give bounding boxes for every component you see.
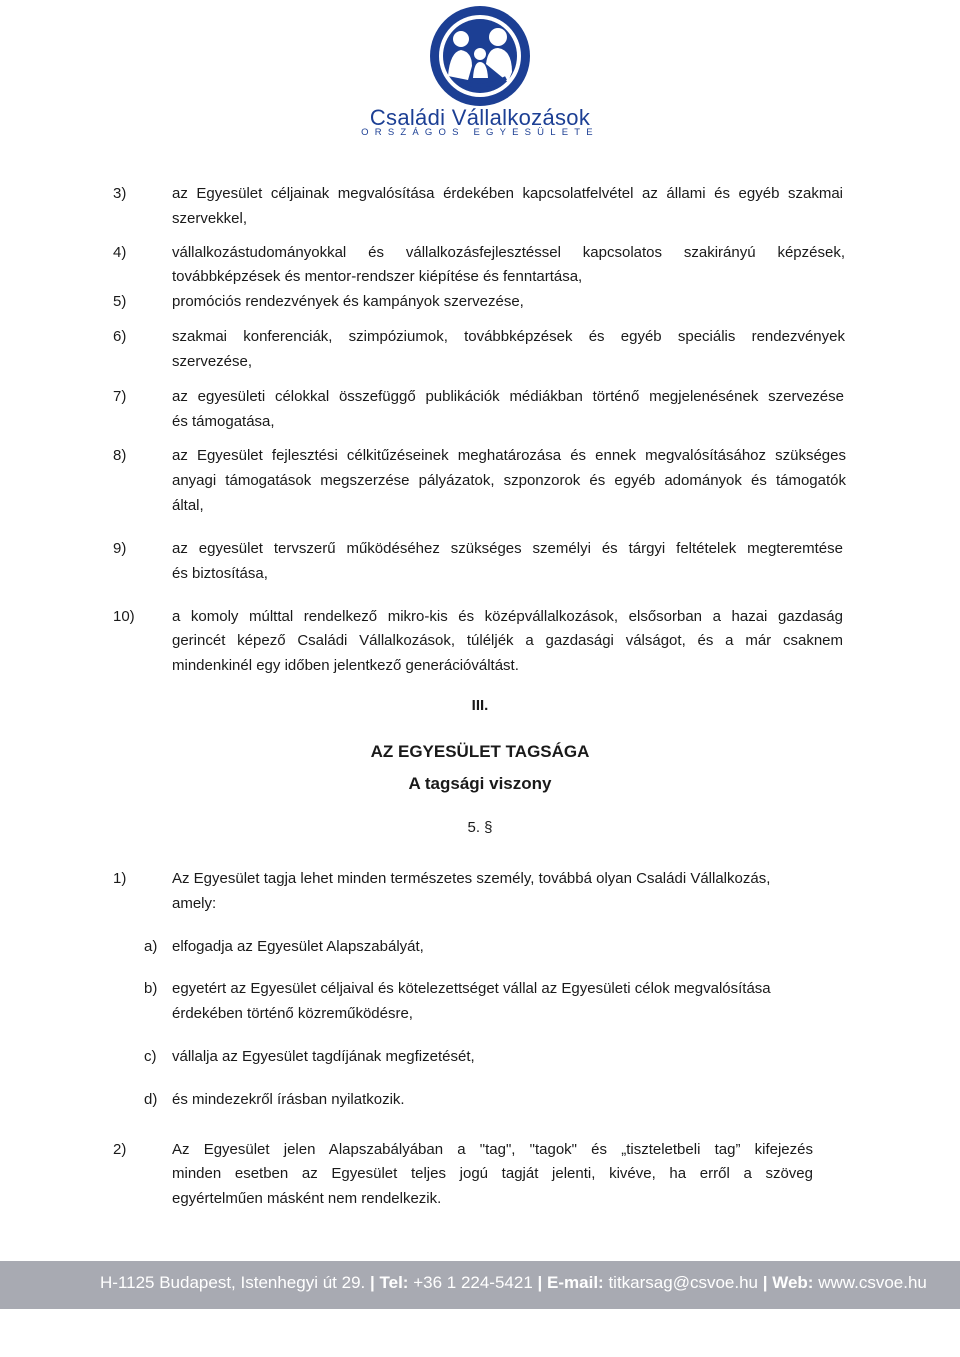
item-text: anyagi támogatások megszerzése pályázatok, szponzorok és egyéb adományok és támogatók bbox=[172, 472, 846, 489]
item-text: szervezése, bbox=[172, 353, 253, 370]
item-number: 7) bbox=[113, 388, 127, 405]
item-text: szervekkel, bbox=[172, 210, 248, 227]
footer-address: H-1125 Budapest, Istenhegyi út 29. bbox=[100, 1273, 366, 1292]
subitem-text: és mindezekről írásban nyilatkozik. bbox=[172, 1091, 405, 1108]
subitem-letter: b) bbox=[144, 980, 158, 997]
footer-separator: | bbox=[537, 1273, 543, 1292]
item-text: az egyesületi célokkal összefüggő publikációk médiákban történő megjelenésének szervezése bbox=[172, 388, 844, 405]
item-number: 2) bbox=[113, 1141, 127, 1158]
footer-separator: | bbox=[370, 1273, 375, 1292]
item-text: a komoly múlttal rendelkező mikro-kis és középvállalkozások, elsősorban a hazai gazdaság bbox=[172, 608, 843, 625]
item-number: 8) bbox=[113, 447, 127, 464]
section-subheading: A tagsági viszony bbox=[408, 774, 552, 793]
section-number: III. bbox=[471, 697, 489, 714]
footer-separator: | bbox=[762, 1273, 768, 1292]
item-text: továbbképzések és mentor-rendszer kiépítése és fenntartása, bbox=[172, 268, 583, 285]
item-text: amely: bbox=[172, 895, 217, 912]
item-text: és biztosítása, bbox=[172, 565, 268, 582]
footer-bar bbox=[0, 1261, 960, 1309]
paragraph-number: 5. § bbox=[467, 819, 493, 836]
item-text: vállalkozástudományokkal és vállalkozásfejlesztéssel kapcsolatos szakirányú képzések, bbox=[172, 244, 845, 261]
footer-tel: +36 1 224-5421 bbox=[413, 1273, 533, 1292]
item-text: gerincét képező Családi Vállalkozások, túléljék a gazdasági válságot, és a már csaknem bbox=[172, 632, 843, 649]
section-heading: AZ EGYESÜLET TAGSÁGA bbox=[370, 742, 590, 761]
item-text: mindenkinél egy időben jelentkező generációváltást. bbox=[172, 657, 519, 674]
item-text: az Egyesület céljainak megvalósítása érdekében kapcsolatfelvétel az állami és egyéb szakmai bbox=[172, 185, 843, 202]
subitem-text: elfogadja az Egyesület Alapszabályát, bbox=[172, 938, 424, 955]
subitem-text: vállalja az Egyesület tagdíjának megfizetését, bbox=[172, 1048, 475, 1065]
item-number: 5) bbox=[113, 293, 127, 310]
footer-web-label: Web: bbox=[772, 1273, 814, 1292]
item-text: szakmai konferenciák, szimpóziumok, továbbképzések és egyéb speciális rendezvények bbox=[172, 328, 845, 345]
item-number: 3) bbox=[113, 185, 127, 202]
item-text: promóciós rendezvények és kampányok szervezése, bbox=[172, 293, 524, 310]
subitem-letter: a) bbox=[144, 938, 158, 955]
letterhead bbox=[0, 0, 960, 150]
footer-tel-label: Tel: bbox=[379, 1273, 409, 1292]
item-text: Az Egyesület jelen Alapszabályában a "tag", "tagok" és „tiszteletbeli tag” kifejezés bbox=[172, 1141, 813, 1158]
footer-web-link[interactable]: www.csvoe.hu bbox=[818, 1273, 927, 1292]
item-text: egyértelműen másként nem rendelkezik. bbox=[172, 1190, 442, 1207]
item-text: az egyesület tervszerű működéséhez szükséges személyi és tárgyi feltételek megteremtése bbox=[172, 540, 843, 557]
footer-email-label: E-mail: bbox=[547, 1273, 604, 1292]
item-text: által, bbox=[172, 497, 204, 514]
subitem-text: érdekében történő közreműködésre, bbox=[172, 1005, 413, 1022]
subitem-text: egyetért az Egyesület céljaival és kötelezettséget vállal az Egyesületi célok megvalósítása bbox=[172, 980, 771, 997]
logo-title: Családi Vállalkozások bbox=[369, 105, 591, 130]
logo-subtitle: ORSZÁGOS EGYESÜLETE bbox=[361, 127, 599, 138]
footer-email-link[interactable]: titkarsag@csvoe.hu bbox=[608, 1273, 758, 1292]
item-number: 6) bbox=[113, 328, 127, 345]
subitem-letter: c) bbox=[144, 1048, 157, 1065]
item-number: 4) bbox=[113, 244, 127, 261]
subitem-letter: d) bbox=[144, 1091, 158, 1108]
item-text: az Egyesület fejlesztési célkitűzéseinek meghatározása és ennek megvalósításához szükséges bbox=[172, 447, 846, 464]
item-number: 9) bbox=[113, 540, 127, 557]
item-text: és támogatása, bbox=[172, 413, 275, 430]
family-logo-icon bbox=[428, 4, 532, 108]
item-text: Az Egyesület tagja lehet minden természetes személy, továbbá olyan Családi Vállalkozás, bbox=[172, 870, 771, 887]
footer-contact bbox=[100, 1273, 927, 1293]
item-text: minden esetben az Egyesület teljes jogú tagját jelenti, kivéve, ha erről a szöveg bbox=[172, 1165, 813, 1182]
item-number: 1) bbox=[113, 870, 127, 887]
item-number: 10) bbox=[113, 608, 135, 625]
